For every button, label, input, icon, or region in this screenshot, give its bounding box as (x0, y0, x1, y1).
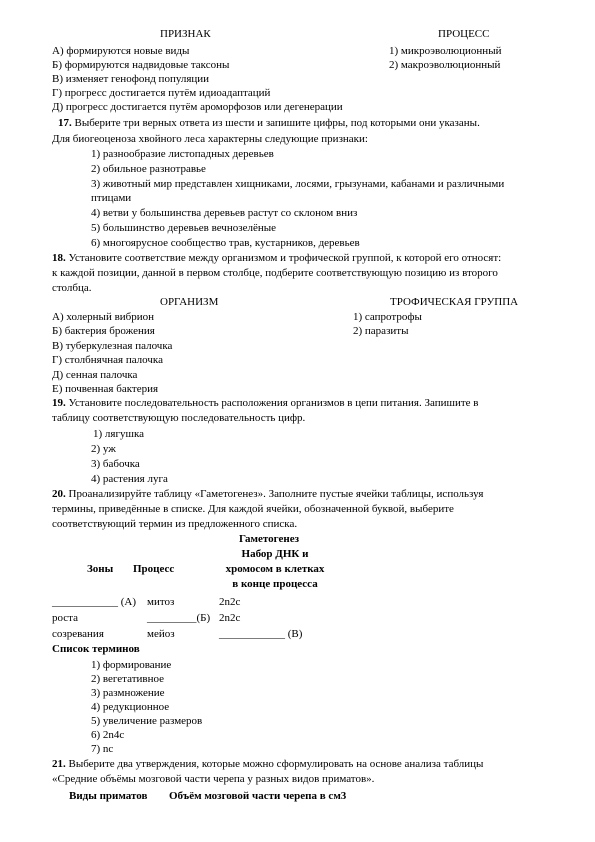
table-cell-dna: ____________ (В) (219, 628, 303, 640)
table-title: Гаметогенез (239, 533, 300, 545)
t21-col1-header: Виды приматов (69, 790, 148, 802)
t16-left-item: А) формируются новые виды (52, 45, 190, 57)
t21-question (52, 758, 483, 771)
t18-question-line3: столбца. (52, 282, 92, 294)
t17-option: 1) разнообразие листопадных деревьев (91, 148, 274, 160)
t16-left-item: Г) прогресс достигается путём идиоадаптаций (52, 87, 271, 99)
t19-option: 3) бабочка (91, 458, 140, 470)
table-header-dna: хромосом в клетках (225, 563, 325, 575)
t18-right-item: 1) сапротрофы (353, 311, 422, 323)
t19-question (52, 397, 479, 410)
t16-left-item: Д) прогресс достигается путём ароморфозов или дегенерации (52, 101, 343, 113)
t18-left-item: В) туберкулезная палочка (52, 340, 173, 352)
t19-option: 2) уж (91, 443, 116, 455)
term-item: 5) увеличение размеров (91, 715, 203, 727)
t18-left-item: А) холерный вибрион (52, 311, 155, 323)
table-cell-zone: ____________ (А) (52, 596, 137, 608)
t18-number: 18. (52, 252, 66, 264)
term-item: 6) 2n4c (91, 729, 125, 741)
table-cell-process: мейоз (147, 628, 175, 640)
t19-option: 4) растения луга (91, 473, 168, 485)
t20-question (52, 488, 483, 501)
t17-question-line2: Для биогеоценоза хвойного леса характерны следующие признаки: (52, 133, 368, 145)
t18-header-left: ОРГАНИЗМ (160, 296, 219, 308)
t19-question-line2: таблицу соответствующую последовательность цифр. (52, 412, 306, 424)
t20-question-text: Проанализируйте таблицу «Гаметогенез». Заполните пустые ячейки таблицы, используя (65, 488, 484, 500)
t17-option-cont: птицами (91, 192, 132, 204)
t17-question (58, 117, 480, 130)
t16-right-item: 1) микроэволюционный (389, 45, 502, 57)
table-cell-zone: роста (52, 612, 78, 624)
term-item: 2) вегетативное (91, 673, 165, 685)
t17-option: 3) животный мир представлен хищниками, лосями, грызунами, кабанами и различными (91, 178, 505, 190)
t18-question-line2: к каждой позиции, данной в первом столбце, подберите соответствующую позицию из второго (52, 267, 498, 279)
t21-question-text: Выберите два утверждения, которые можно сформулировать на основе анализа таблицы (65, 758, 484, 770)
t16-right-item: 2) макроэволюционный (389, 59, 501, 71)
t16-left-item: Б) формируются надвидовые таксоны (52, 59, 230, 71)
table-header-dna: в конце процесса (232, 578, 318, 590)
t19-option: 1) лягушка (93, 428, 145, 440)
t18-header-right: ТРОФИЧЕСКАЯ ГРУППА (390, 296, 519, 308)
term-item: 1) формирование (91, 659, 172, 671)
t20-question-line2: термины, приведённые в списке. Для каждой ячейки, обозначенной буквой, выберите (52, 503, 454, 515)
t18-left-item: Г) столбнячная палочка (52, 354, 163, 366)
term-item: 4) редукционное (91, 701, 170, 713)
t20-number: 20. (52, 488, 66, 500)
t16-header-right: ПРОЦЕСС (438, 28, 490, 40)
t17-question-text: Выберите три верных ответа из шести и запишите цифры, под которыми они указаны. (71, 117, 480, 129)
t17-option: 2) обильное разнотравье (91, 163, 206, 175)
table-header-dna: Набор ДНК и (241, 548, 309, 560)
t19-number: 19. (52, 397, 66, 409)
t21-col2-header: Объём мозговой части черепа в см3 (169, 790, 347, 802)
table-cell-process: _________(Б) (147, 612, 211, 624)
t18-right-item: 2) паразиты (353, 325, 409, 337)
table-header-zones: Зоны (87, 563, 114, 575)
t18-question-text: Установите соответствие между организмом и трофической группой, к которой его относят: (65, 252, 502, 264)
t18-left-item: Д) сенная палочка (52, 369, 138, 381)
t17-number: 17. (58, 117, 72, 129)
term-item: 7) nc (91, 743, 114, 755)
t21-number: 21. (52, 758, 66, 770)
t18-question (52, 252, 501, 265)
t16-header-left: ПРИЗНАК (160, 28, 211, 40)
term-item: 3) размножение (91, 687, 165, 699)
t20-question-line3: соответствующий термин из предложенного списка. (52, 518, 298, 530)
table-header-process: Процесс (133, 563, 175, 575)
table-cell-dna: 2n2c (219, 596, 241, 608)
t17-option: 4) ветви у большинства деревьев растут со склоном вниз (91, 207, 358, 219)
t21-question-line2: «Средние объёмы мозговой части черепа у разных видов приматов». (52, 773, 375, 785)
table-cell-zone: созревания (52, 628, 104, 640)
t19-question-text: Установите последовательность расположения организмов в цепи питания. Запишите в (65, 397, 479, 409)
t18-left-item: Е) почвенная бактерия (52, 383, 159, 395)
t17-option: 6) многоярусное сообщество трав, кустарников, деревьев (91, 237, 360, 249)
terms-title: Список терминов (52, 643, 140, 655)
t18-left-item: Б) бактерия брожения (52, 325, 155, 337)
table-cell-process: митоз (147, 596, 175, 608)
t16-left-item: В) изменяет генофонд популяции (52, 73, 210, 85)
table-cell-dna: 2n2c (219, 612, 241, 624)
t17-option: 5) большинство деревьев вечнозелёные (91, 222, 276, 234)
